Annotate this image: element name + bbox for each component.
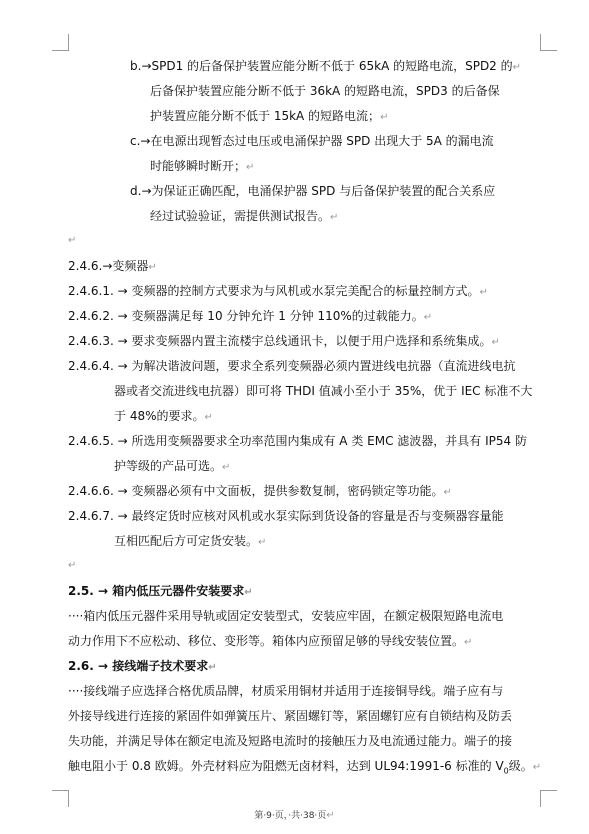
corner-mark-bottom-right xyxy=(540,790,557,807)
item-2467-line-1: 2.4.6.7. → 最终定货时应核对风机或水泵实际到货设备的容量是否与变频器容量能 xyxy=(68,509,504,523)
item-2461: 2.4.6.1. → 变频器的控制方式要求为与风机或水泵完美配合的标量控制方式。↵ xyxy=(68,284,488,298)
section-26-heading: 2.6. → 接线端子技术要求↵ xyxy=(68,659,217,673)
section-25-heading: 2.5. → 箱内低压元器件安装要求↵ xyxy=(68,584,253,598)
item-2466: 2.4.6.6. → 变频器必须有中文面板，提供参数复制，密码锁定等功能。↵ xyxy=(68,484,452,498)
sub-item-b-line-1: b.→SPD1 的后备保护装置应能分断不低于 65kA 的短路电流，SPD2 的↵ xyxy=(130,59,522,73)
section-25-body-line-2: 动力作用下不应松动、移位、变形等。箱体内应预留足够的导线安装位置。↵ xyxy=(68,634,473,648)
page-footer: 第·9·页，·共·38·页↵ xyxy=(254,810,335,821)
section-26-body-line-4: 触电阻小于 0.8 欧姆。外壳材料应为阻燃无卤材料，达到 UL94:1991-6 标准的 $V_0$级。↵ xyxy=(68,759,542,776)
item-2463: 2.4.6.3. → 要求变频器内置主流楼宇总线通讯卡，以便于用户选择和系统集成。↵ xyxy=(68,334,500,348)
item-2467-line-2: 互相匹配后方可定货安装。↵ xyxy=(114,534,267,548)
sub-item-d-line-1: d.→为保证正确匹配，电涌保护器 SPD 与后备保护装置的配合关系应 xyxy=(130,184,496,198)
sub-item-b-line-2: 后备保护装置应能分断不低于 36kA 的短路电流，SPD3 的后备保 xyxy=(150,84,500,98)
subscript-v0: 0 xyxy=(503,766,509,776)
corner-mark-top-right xyxy=(540,34,557,51)
item-2465-line-2: 护等级的产品可选。↵ xyxy=(114,459,231,473)
item-2464-line-3: 于 48%的要求。↵ xyxy=(114,409,213,423)
item-2464-line-2: 器或者交流进线电抗器）即可将 THDI 值减小至小于 35%，优于 IEC 标准不大 xyxy=(114,384,533,398)
sub-item-c-line-1: c.→在电源出现暂态过电压或电涌保护器 SPD 出现大于 5A 的漏电流 xyxy=(130,134,494,148)
corner-mark-top-left xyxy=(52,34,69,51)
item-2465-line-1: 2.4.6.5. → 所选用变频器要求全功率范围内集成有 A 类 EMC 滤波器，并具有 IP54 防 xyxy=(68,434,527,448)
section-26-body-line-3: 失功能，并满足导体在额定电流及短路电流时的接触压力及电流通过能力。端子的接 xyxy=(68,734,513,748)
sub-item-b-line-3: 护装置应能分断不低于 15kA 的短路电流；↵ xyxy=(150,109,389,123)
section-26-body-line-2: 外接导线进行连接的紧固件如弹簧压片、紧固螺钉等，紧固螺钉应有自锁结构及防丢 xyxy=(68,709,513,723)
item-2462: 2.4.6.2. → 变频器满足每 10 分钟允许 1 分钟 110%的过载能力。↵ xyxy=(68,309,433,323)
empty-paragraph-2: ↵ xyxy=(68,560,77,571)
item-2464-line-1: 2.4.6.4. → 为解决谐波问题，要求全系列变频器必须内置进线电抗器（直流进线电抗 xyxy=(68,359,516,373)
section-246-heading: 2.4.6.→变频器↵ xyxy=(68,259,157,273)
corner-mark-bottom-left xyxy=(52,790,69,807)
empty-paragraph: ↵ xyxy=(68,235,77,246)
sub-item-d-line-2: 经过试验验证，需提供测试报告。↵ xyxy=(150,209,339,223)
sub-item-c-line-2: 时能够瞬时断开；↵ xyxy=(150,159,255,173)
section-26-body-line-1: ····接线端子应选择合格优质品牌，材质采用铜材并适用于连接铜导线。端子应有与 xyxy=(68,684,504,698)
section-25-body-line-1: ····箱内低压元器件采用导轨或固定安装型式，安装应牢固，在额定极限短路电流电 xyxy=(68,609,504,623)
